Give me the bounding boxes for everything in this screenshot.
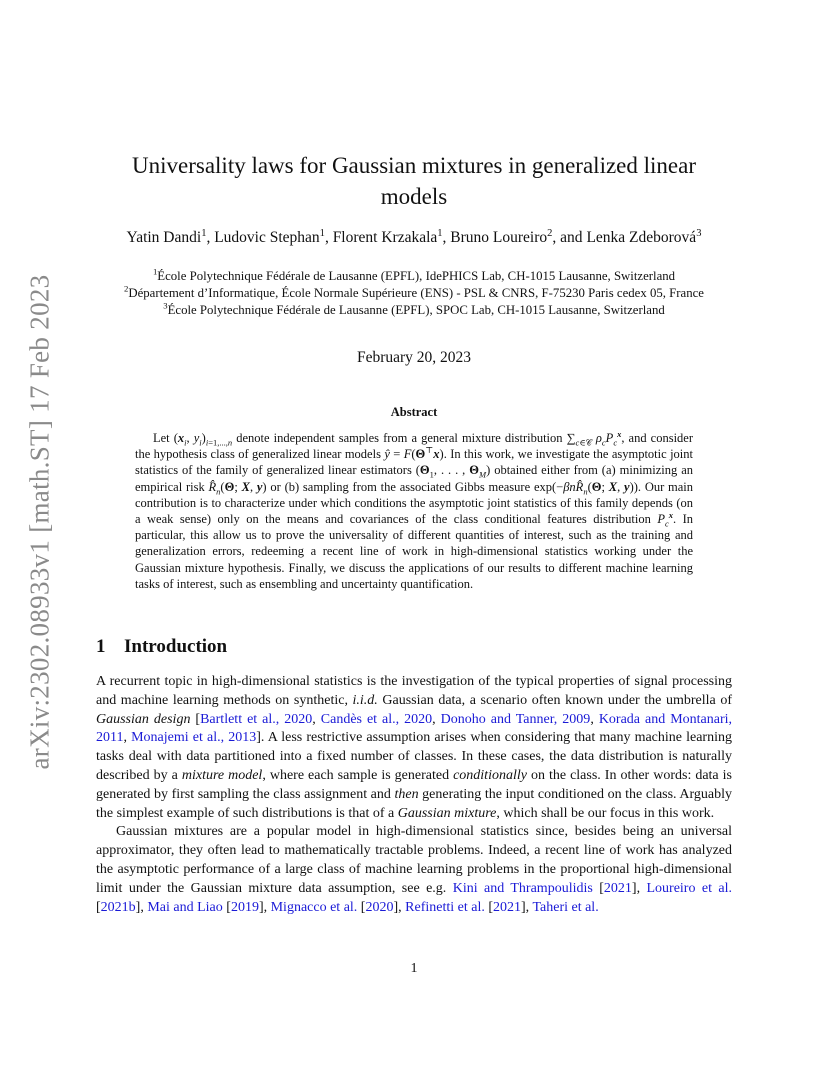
citation-link[interactable]: Loureiro et al.: [646, 880, 732, 896]
math-risk: $R̂_n(\Theta$; X, y): [208, 479, 267, 497]
author: Bruno Loureiro: [450, 229, 548, 246]
affiliation-marker: 3: [696, 227, 702, 239]
citation-link[interactable]: Candès et al., 2020: [320, 711, 433, 727]
math-estimators: ($\Theta_1$, . . . , $\Theta_M$): [415, 463, 491, 480]
author-separator: ,: [442, 229, 451, 246]
affiliation-line: [96, 268, 732, 285]
citation-link[interactable]: Donoho and Tanner, 2009: [440, 711, 591, 727]
paragraph: Gaussian mixtures are a popular model in high-dimensional statistics since, besides being an universal approximator, they often lead to mathematically tractable problems. Indeed, a recent line of work has analyzed the asymptotic performance of a large class of machine learning problems in the proportional high-dimensional limit under the Gaussian mixture data assumption, see e.g. Kini and Thrampoulidis [2021], Loureiro et al. [2021b], Mai and Liao [2019], Mignacco et al. [2020], Refinetti et al. [2021], Taheri et al.: [96, 824, 732, 915]
affiliation-marker: 2: [547, 227, 553, 239]
citation-year[interactable]: 2021b: [100, 899, 136, 915]
author-separator: ,: [324, 229, 333, 246]
arxiv-identifier: arXiv:2302.08933v1 [math.ST] 17 Feb 2023: [24, 274, 55, 770]
citation-link[interactable]: Bartlett et al., 2020: [200, 711, 313, 727]
affiliation-marker: 1: [201, 227, 207, 239]
math-glm: ŷ = F(Θ⊤x): [384, 445, 444, 462]
citation-year[interactable]: 2020: [365, 899, 394, 915]
abstract-text: Let ($x_i$, $y_i)_{i=1,...,n}$ denote independent samples from a general mixture distribution $\sum_{c\in 𝒞}$ $\rho_cP_c^x$, and consider the hypothesis class of generalized linear models ŷ = F(Θ⊤x). In this work, we investigate the asymptotic joint statistics of the family of generalized linear estimators ($\Theta_1$, . . . , $\Theta_M$) obtained either from (a) minimizing an empirical risk $R̂_n(\Theta$; X, y) or (b) sampling from the associated Gibbs measure $\exp(-\beta nR̂_n(\Theta$; X, y)). Our main contribution is to characterize under which conditions the asymptotic joint statistics of this family depends (on a weak sense) only on the means and covariances of the class conditional features distribution $P_c^x$. In particular, this allow us to prove the universality of different quantities of interest, such as the training and generalization errors, redeeming a recent line of work in high-dimensional statistics working under the Gaussian mixture hypothesis. Finally, we discuss the applications of our results to different machine learning tasks of interest, such as ensembling and uncertainty quantification.: [135, 428, 694, 591]
citation-year[interactable]: 2019: [230, 899, 259, 915]
citation-year[interactable]: 2021: [603, 880, 632, 896]
affiliation-marker: 3: [163, 300, 168, 311]
paper-title: Universality laws for Gaussian mixtures in generalized linear models: [132, 153, 696, 209]
author-separator: , and: [552, 229, 587, 246]
affiliation-line: [96, 285, 732, 302]
citation-link[interactable]: Kini and Thrampoulidis: [452, 880, 593, 896]
affiliation-text: École Polytechnique Fédérale de Lausanne (EPFL), SPOC Lab, CH-1015 Lausanne, Switzerland: [167, 303, 665, 317]
affiliation-marker: 1: [437, 227, 443, 239]
affiliation-text: École Polytechnique Fédérale de Lausanne (EPFL), IdePHICS Lab, CH-1015 Lausanne, Switzerland: [157, 269, 676, 283]
abstract-heading: Abstract: [390, 405, 438, 419]
affiliation-line: [96, 302, 732, 319]
section-heading: [96, 636, 227, 658]
affiliation-text: Département d’Informatique, École Normale Supérieure (ENS) - PSL & CNRS, F-75230 Paris cedex 05, France: [128, 286, 704, 300]
citation-year[interactable]: 2021: [493, 899, 522, 915]
page-number: 1: [410, 961, 418, 976]
section-number: 1: [96, 636, 106, 657]
author: Florent Krzakala: [332, 229, 438, 246]
math-class-dist: $P_c^x$: [657, 509, 673, 529]
paragraph: A recurrent topic in high-dimensional statistics is the investigation of the typical properties of signal processing and machine learning methods on synthetic, i.i.d. Gaussian data, a scenario often known under the umbrella of Gaussian design [Bartlett et al., 2020, Candès et al., 2020, Donoho and Tanner, 2009, Korada and Montanari, 2011, Monajemi et al., 2013]. A less restrictive assumption arises when considering that many machine learning tasks deal with data partitioned into a fixed number of classes. In these cases, the data distribution is naturally described by a mixture model, where each sample is generated conditionally on the class. In other words: data is generated by first sampling the class assignment and then generating the input conditioned on the class. Arguably the simplest example of such distributions is that of a Gaussian mixture, which shall be our focus in this work.: [96, 674, 733, 821]
citation-link[interactable]: Korada and Montanari, 2011: [96, 711, 733, 746]
affiliations: [96, 268, 732, 319]
citation-link[interactable]: Taheri et al.: [532, 899, 599, 915]
affiliation-marker: 2: [124, 283, 129, 294]
citation-link[interactable]: Mai and Liao: [147, 899, 223, 915]
paper-date: February 20, 2023: [356, 349, 472, 366]
math-samples: ($x_i$, $y_i)_{i=1,...,n}$: [173, 431, 233, 448]
arxiv-stamp: [18, 272, 62, 772]
author-list: [96, 229, 732, 247]
section-title: Introduction: [124, 636, 228, 657]
affiliation-marker: 1: [319, 227, 325, 239]
author: Ludovic Stephan: [214, 229, 320, 246]
author: Lenka Zdeborová: [586, 229, 697, 246]
citation-link[interactable]: Monajemi et al., 2013: [131, 730, 257, 746]
math-mixture: $\sum_{c\in 𝒞}$ $\rho_cP_c^x$: [566, 428, 622, 448]
affiliation-marker: 1: [152, 266, 158, 277]
author-separator: ,: [206, 229, 215, 246]
author: Yatin Dandi: [126, 229, 202, 246]
citation-link[interactable]: Refinetti et al.: [405, 899, 485, 915]
citation-link[interactable]: Mignacco et al.: [270, 899, 358, 915]
introduction-text: [96, 673, 732, 917]
math-gibbs: $\exp(-\beta nR̂_n(\Theta$; X, y)): [533, 479, 638, 497]
